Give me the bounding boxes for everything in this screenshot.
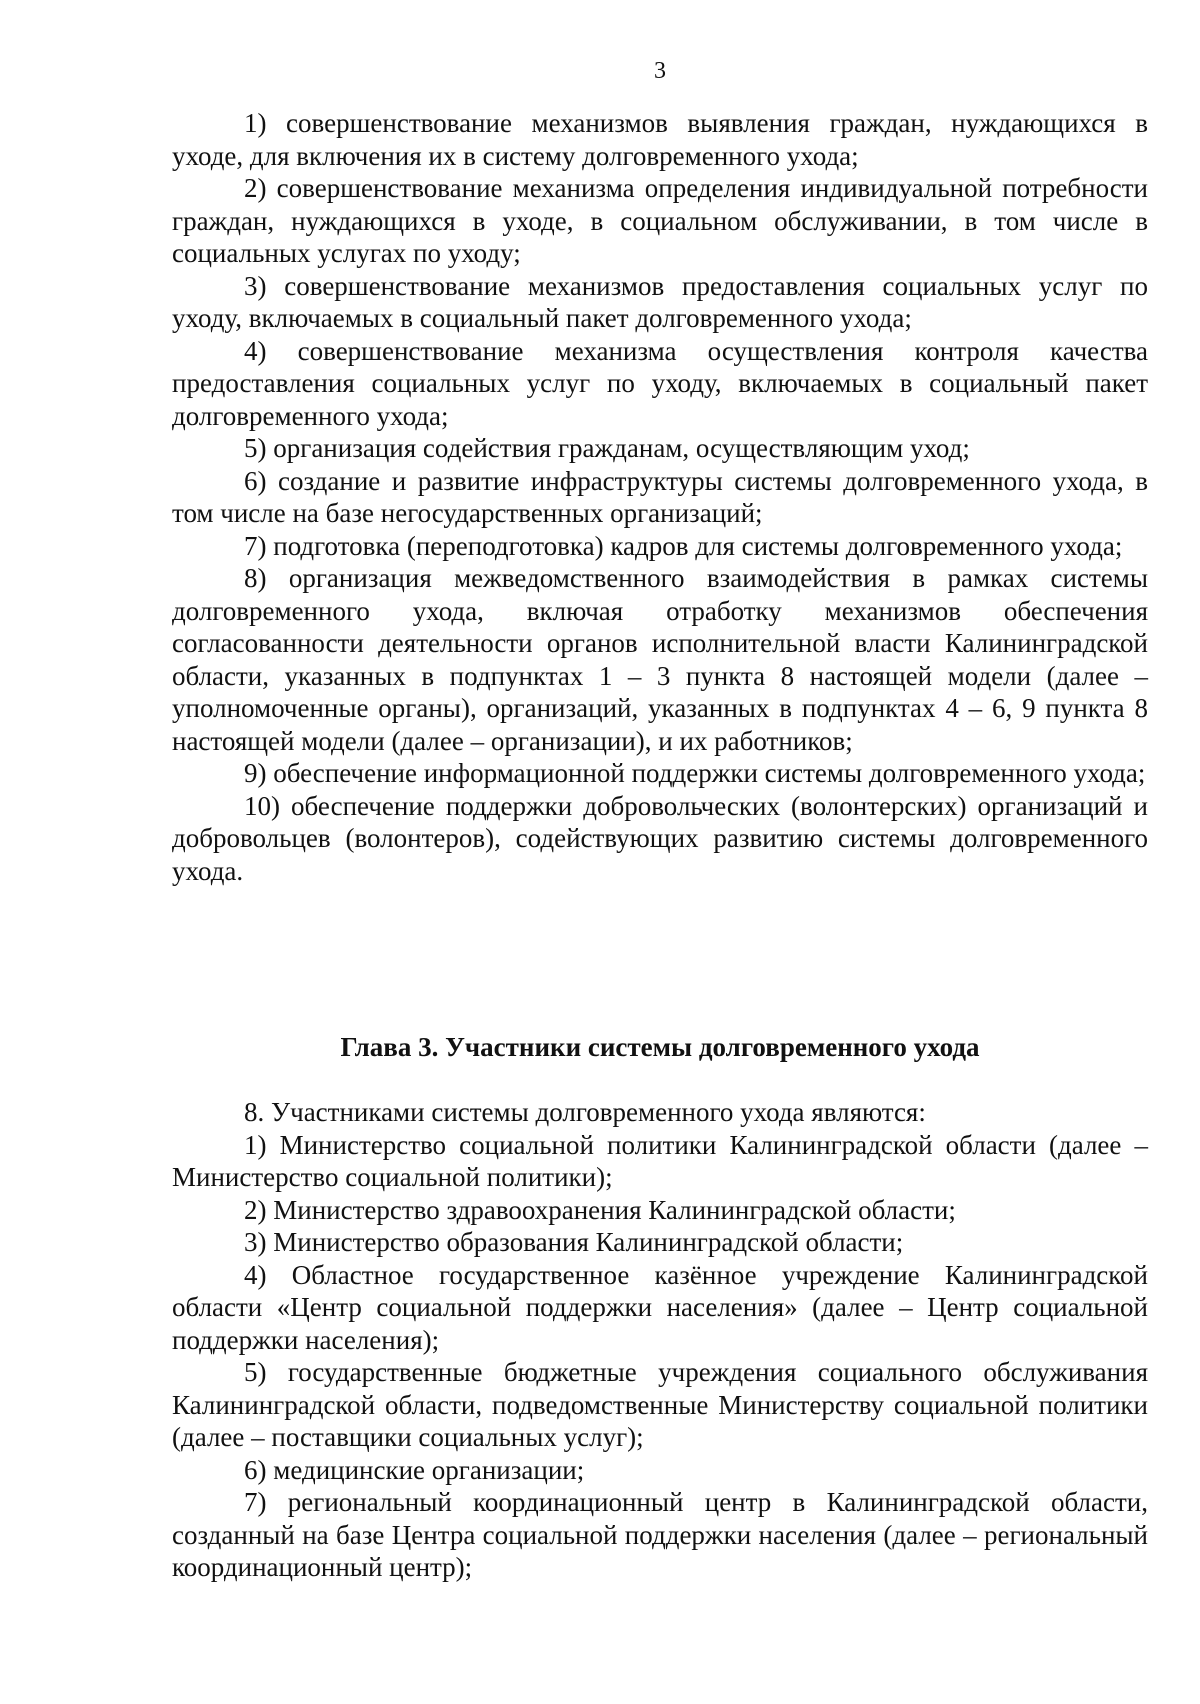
list-item: 7) подготовка (переподготовка) кадров для системы долговременного ухода; bbox=[244, 530, 1123, 561]
list-item: 6) медицинские организации; bbox=[244, 1454, 585, 1485]
section-intro: 8. Участниками системы долговременного ухода являются: bbox=[244, 1097, 926, 1127]
list-item: 1) Министерство социальной политики Калининградской области (далее – Министерство социальной политики); bbox=[172, 1129, 1148, 1192]
list-item: 2) совершенствование механизма определения индивидуальной потребности граждан, нуждающихся в уходе, в социальном обслуживании, в том числе в социальных услугах по уходу; bbox=[172, 173, 1148, 268]
list-item: 3) Министерство образования Калининградской области; bbox=[244, 1227, 904, 1257]
list-item: 7) региональный координационный центр в Калининградской области, созданный на базе Центра социальной поддержки населения (далее – региональный координационный центр); bbox=[172, 1487, 1148, 1582]
chapter-heading-block bbox=[172, 1031, 1148, 1064]
list-item: 9) обеспечение информационной поддержки системы долговременного ухода; bbox=[244, 758, 1146, 788]
goals-list bbox=[172, 107, 1148, 887]
chapter-heading: Глава 3. Участники системы долговременного ухода bbox=[340, 1032, 980, 1062]
list-item: 5) организация содействия гражданам, осуществляющим уход; bbox=[244, 433, 970, 463]
list-item: 1) совершенствование механизмов выявления граждан, нуждающихся в уходе, для включения их в систему долговременного ухода; bbox=[172, 108, 1148, 171]
list-item: 4) совершенствование механизма осуществления контроля качества предоставления социальных услуг по уходу, включаемых в социальный пакет долговременного ухода; bbox=[172, 335, 1148, 431]
page-number: 3 bbox=[654, 58, 666, 84]
participants-list bbox=[172, 1096, 1148, 1584]
list-item: 6) создание и развитие инфраструктуры системы долговременного ухода, в том числе на базе негосударственных организаций; bbox=[172, 465, 1148, 528]
list-item: 10) обеспечение поддержки добровольческих (волонтерских) организаций и добровольцев (волонтеров), содействующих развитию системы долговременного ухода. bbox=[172, 790, 1148, 886]
list-item: 8) организация межведомственного взаимодействия в рамках системы долговременного ухода, включая отработку механизмов обеспечения согласованности деятельности органов исполнительной власти Калининградской области, указанных в подпунктах 1 – 3 пункта 8 настоящей модели (далее – уполномоченные органы), организаций, указанных в подпунктах 4 – 6, 9 пункта 8 настоящей модели (далее – организации), и их работников; bbox=[172, 563, 1148, 756]
list-item: 4) Областное государственное казённое учреждение Калининградской области «Центр социальной поддержки населения» (далее – Центр социальной поддержки населения); bbox=[172, 1259, 1148, 1355]
list-item: 2) Министерство здравоохранения Калининградской области; bbox=[244, 1194, 956, 1225]
list-item: 3) совершенствование механизмов предоставления социальных услуг по уходу, включаемых в социальный пакет долговременного ухода; bbox=[172, 270, 1148, 333]
list-item: 5) государственные бюджетные учреждения социального обслуживания Калининградской области, подведомственные Министерству социальной политики (далее – поставщики социальных услуг); bbox=[172, 1357, 1148, 1452]
